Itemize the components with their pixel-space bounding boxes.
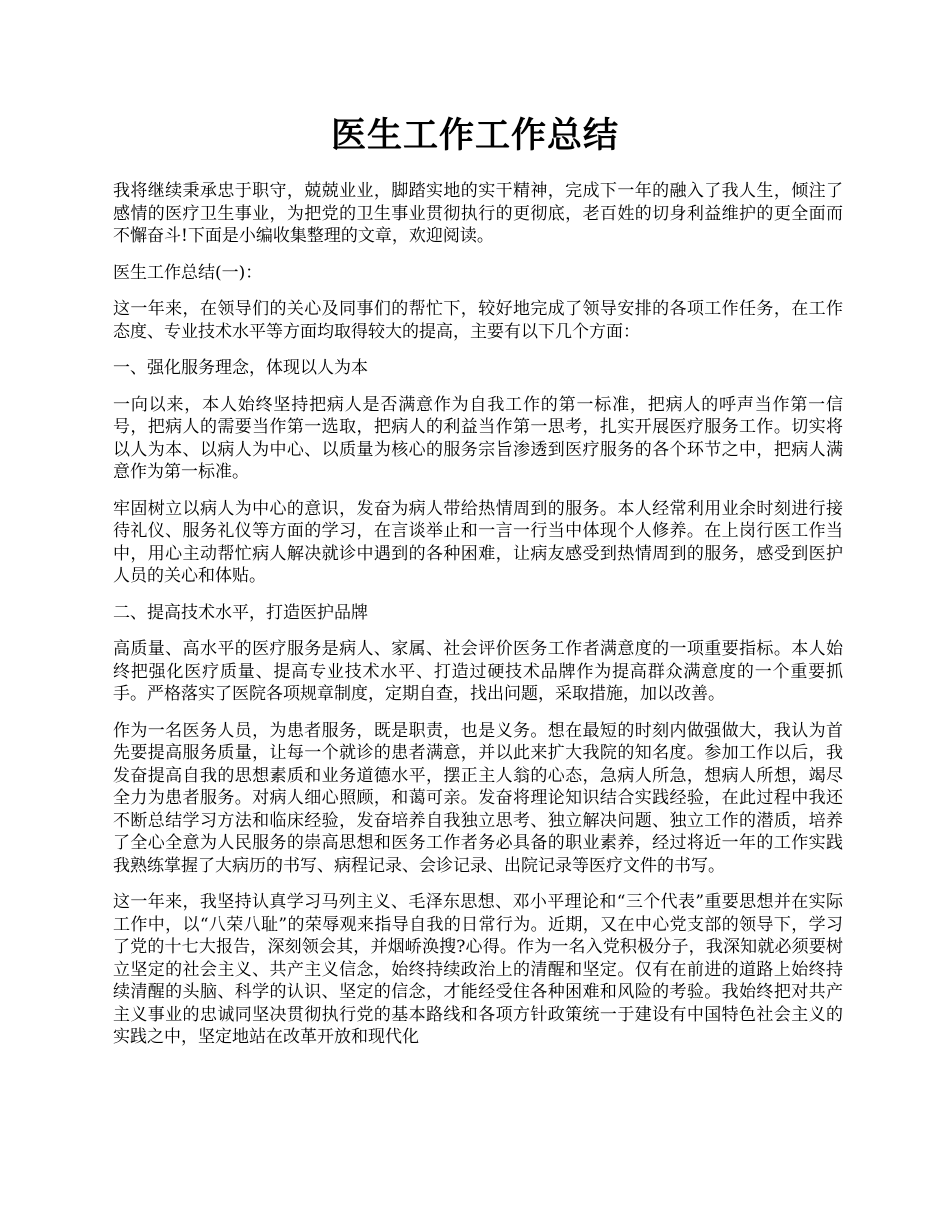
paragraph: 这一年来，我坚持认真学习马列主义、毛泽东思想、邓小平理论和“三个代表”重要思想并在实际工作中，以“八荣八耻”的荣辱观来指导自我的日常行为。近期，又在中心党支部的领导下，学习了党的十七大报告，深刻领会其，并烟峤涣搜?心得。作为一名入党积极分子，我深知就必须要树立坚定的社会主义、共产主义信念，始终持续政治上的清醒和坚定。仅有在前进的道路上始终持续清醒的头脑、科学的认识、坚定的信念，才能经受住各种困难和风险的考验。我始终把对共产主义事业的忠诚同坚决贯彻执行党的基本路线和各项方针政策统一于建设有中国特色社会主义的实践之中，坚定地站在改革开放和现代化 <box>113 892 843 1047</box>
document-title: 医生工作工作总结 <box>330 115 619 156</box>
paragraph: 这一年来，在领导们的关心及同事们的帮忙下，较好地完成了领导安排的各项工作任务，在工作态度、专业技术水平等方面均取得较大的提高，主要有以下几个方面： <box>113 299 843 342</box>
paragraph: 牢固树立以病人为中心的意识，发奋为病人带给热情周到的服务。本人经常利用业余时刻进行接待礼仪、服务礼仪等方面的学习，在言谈举止和一言一行当中体现个人修养。在上岗行医工作当中，用心主动帮忙病人解决就诊中遇到的各种困难，让病友感受到热情周到的服务，感受到医护人员的关心和体贴。 <box>113 498 843 586</box>
section-heading: 一、强化服务理念，体现以人为本 <box>113 358 368 378</box>
document-body <box>113 180 843 1063</box>
paragraph: 一向以来，本人始终坚持把病人是否满意作为自我工作的第一标准，把病人的呼声当作第一信号，把病人的需要当作第一选取，把病人的利益当作第一思考，扎实开展医疗服务工作。切实将以人为本、以病人为中心、以质量为核心的服务宗旨渗透到医疗服务的各个环节之中，把病人满意作为第一标准。 <box>113 394 843 482</box>
paragraph: 作为一名医务人员，为患者服务，既是职责，也是义务。想在最短的时刻内做强做大，我认为首先要提高服务质量，让每一个就诊的患者满意，并以此来扩大我院的知名度。参加工作以后，我发奋提高自我的思想素质和业务道德水平，摆正主人翁的心态，急病人所急，想病人所想，竭尽全力为患者服务。对病人细心照顾，和蔼可亲。发奋将理论知识结合实践经验，在此过程中我还不断总结学习方法和临床经验，发奋培养自我独立思考、独立解决问题、独立工作的潜质，培养了全心全意为人民服务的崇高思想和医务工作者务必具备的职业素养，经过将近一年的工作实践我熟练掌握了大病历的书写、病程记录、会诊记录、出院记录等医疗文件的书写。 <box>113 720 843 876</box>
paragraph-intro: 我将继续秉承忠于职守，兢兢业业，脚踏实地的实干精神，完成下一年的融入了我人生，倾注了感情的医疗卫生事业，为把党的卫生事业贯彻执行的更彻底，老百姓的切身利益维护的更全面而不懈奋斗!下面是小编收集整理的文章，欢迎阅读。 <box>113 181 843 246</box>
paragraph: 高质量、高水平的医疗服务是病人、家属、社会评价医务工作者满意度的一项重要指标。本人始终把强化医疗质量、提高专业技术水平、打造过硬技术品牌作为提高群众满意度的一个重要抓手。严格落实了医院各项规章制度，定期自查，找出问题，采取措施，加以改善。 <box>113 639 843 704</box>
section-heading-summary-one: 医生工作总结(一)： <box>113 262 263 283</box>
section-heading: 二、提高技术水平，打造医护品牌 <box>113 602 368 623</box>
